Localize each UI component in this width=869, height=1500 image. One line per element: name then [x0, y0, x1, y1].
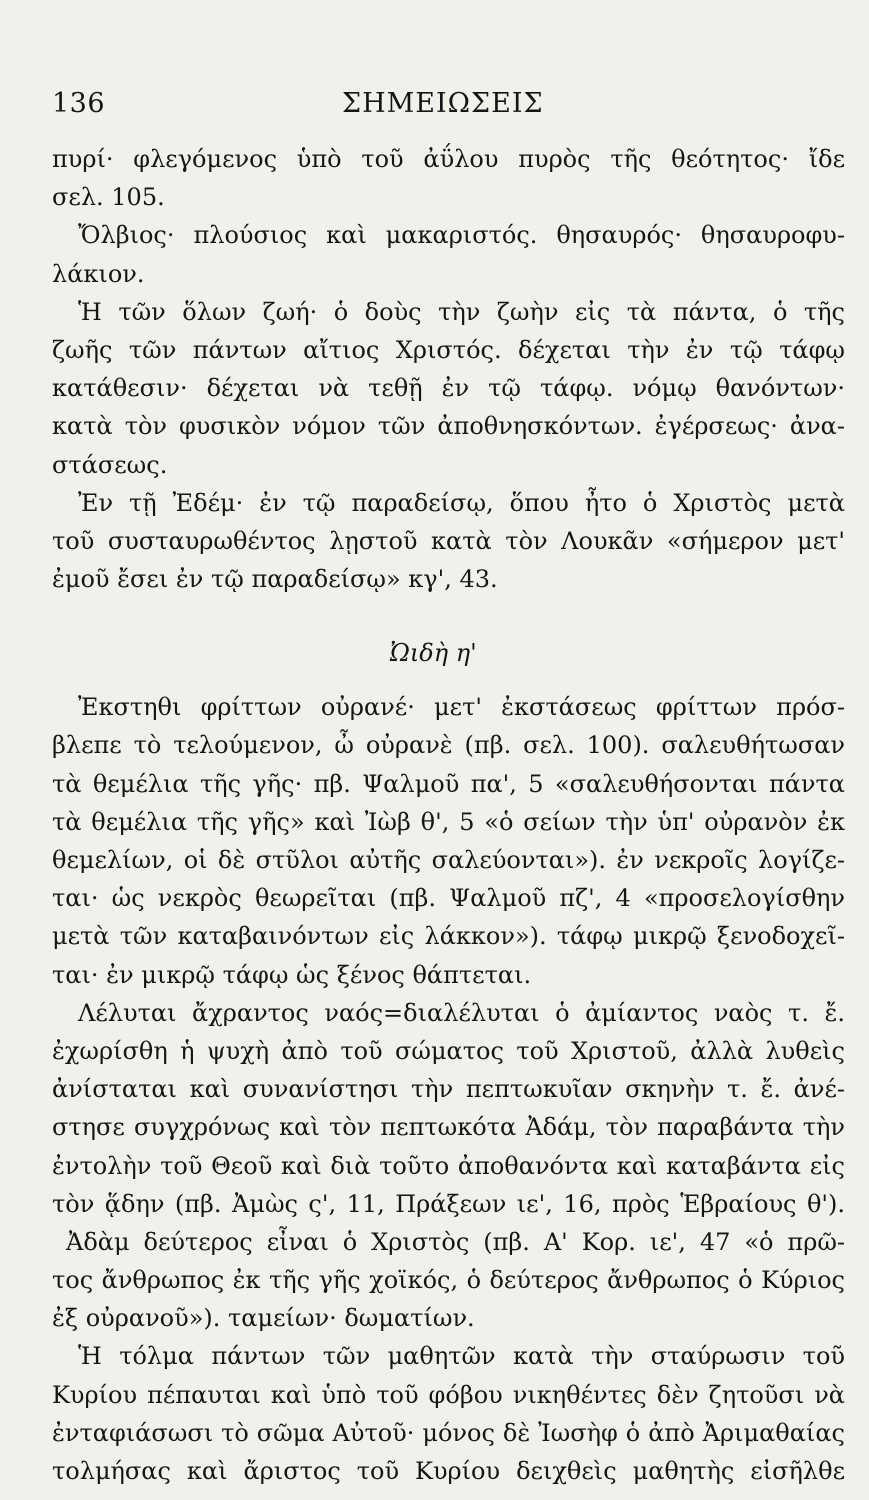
- text-line: Κυρίου πέπαυται καὶ ὑπὸ τοῦ φόβου νικηθέντες δὲν ζητοῦσι νὰ: [52, 1380, 845, 1409]
- text-line: ται· ἐν μικρῷ τάφῳ ὡς ξένος θάπτεται.: [52, 960, 532, 989]
- ode-heading: Ὠιδὴ η': [390, 639, 477, 668]
- text-line: λάκιον.: [52, 259, 145, 288]
- text-line: Ἀδὰμ δεύτερος εἶναι ὁ Χριστὸς (πβ. Α' Κορ. ιε', 47 «ὁ πρῶ-: [66, 1227, 845, 1256]
- text-line: Λέλυται ἄχραντος ναός=διαλέλυται ὁ ἀμίαντος ναὸς τ. ἔ.: [78, 998, 845, 1027]
- text-line: ἐνταφιάσωσι τὸ σῶμα Αὐτοῦ· μόνος δὲ Ἰωσὴφ ὁ ἀπὸ Ἀριμαθαίας: [52, 1418, 845, 1447]
- text-line: Ἐκστηθι φρίττων οὐρανέ· μετ' ἐκστάσεως φρίττων πρόσ-: [78, 693, 845, 722]
- text-line: τοῦ συσταυρωθέντος λῃστοῦ κατὰ τὸν Λουκᾶν «σήμερον μετ': [52, 526, 845, 555]
- text-line: μετὰ τῶν καταβαινόντων εἰς λάκκον»). τάφῳ μικρῷ ξενοδοχεῖ-: [52, 922, 845, 951]
- text-line: Ἐν τῇ Ἐδέμ· ἐν τῷ παραδείσῳ, ὅπου ἦτο ὁ Χριστὸς μετὰ: [78, 488, 845, 517]
- text-line: κατὰ τὸν φυσικὸν νόμον τῶν ἀποθνησκόντων. ἐγέρσεως· ἀνα-: [52, 412, 845, 441]
- text-line: Ἡ τόλμα πάντων τῶν μαθητῶν κατὰ τὴν σταύρωσιν τοῦ: [78, 1342, 845, 1371]
- text-line: ἀνίσταται καὶ συνανίστησι τὴν πεπτωκυῖαν σκηνὴν τ. ἔ. ἀνέ-: [52, 1075, 845, 1104]
- section-gap: [52, 598, 845, 634]
- text-line: βλεπε τὸ τελούμενον, ὦ οὐρανὲ (πβ. σελ. 100). σαλευθήτωσαν: [52, 731, 845, 760]
- text-line: θεμελίων, οἱ δὲ στῦλοι αὐτῆς σαλεύονται»). ἐν νεκροῖς λογίζε-: [52, 846, 845, 874]
- text-line: ται· ὡς νεκρὸς θεωρεῖται (πβ. Ψαλμοῦ πζ', 4 «προσελογίσθην: [52, 884, 845, 913]
- text-line: τὰ θεμέλια τῆς γῆς» καὶ Ἰὼβ θ', 5 «ὁ σείων τὴν ὑπ' οὐρανὸν ἐκ: [52, 807, 845, 836]
- text-line: ζωῆς τῶν πάντων αἴτιος Χριστός. δέχεται τὴν ἐν τῷ τάφῳ: [52, 335, 845, 364]
- text-line: τος ἄνθρωπος ἐκ τῆς γῆς χοϊκός, ὁ δεύτερος ἄνθρωπος ὁ Κύριος: [52, 1266, 845, 1295]
- text-line: στάσεως.: [52, 450, 168, 479]
- page-number: 136: [52, 88, 106, 119]
- page-header: [52, 82, 845, 126]
- page-body: [52, 140, 845, 1490]
- text-line: πυρί· φλεγόμενος ὑπὸ τοῦ ἀΰλου πυρὸς τῆς θεότητος· ἴδε: [52, 145, 845, 173]
- text-line: σελ. 105.: [52, 183, 165, 212]
- running-head: ΣΗΜΕΙΩΣΕΙΣ: [342, 88, 544, 119]
- text-line: τὸν ᾅδην (πβ. Ἀμὼς ς', 11, Πράξεων ιε', 16, πρὸς Ἑβραίους θ').: [52, 1189, 845, 1218]
- text-line: Ἡ τῶν ὅλων ζωή· ὁ δοὺς τὴν ζωὴν εἰς τὰ πάντα, ὁ τῆς: [78, 297, 845, 326]
- text-line: ἐχωρίσθη ἡ ψυχὴ ἀπὸ τοῦ σώματος τοῦ Χριστοῦ, ἀλλὰ λυθεὶς: [52, 1036, 845, 1065]
- text-line: ἐξ οὐρανοῦ»). ταμείων· δωματίων.: [52, 1304, 475, 1333]
- text-line: στησε συγχρόνως καὶ τὸν πεπτωκότα Ἀδάμ, τὸν παραβάντα τὴν: [52, 1113, 845, 1142]
- text-line: τὰ θεμέλια τῆς γῆς· πβ. Ψαλμοῦ πα', 5 «σαλευθήσονται πάντα: [52, 769, 845, 798]
- text-line: τολμήσας καὶ ἄριστος τοῦ Κυρίου δειχθεὶς μαθητὴς εἰσῆλθε: [52, 1457, 845, 1485]
- text-line: ἐμοῦ ἔσει ἐν τῷ παραδείσῳ» κγ', 43.: [52, 565, 498, 594]
- text-line: κατάθεσιν· δέχεται νὰ τεθῇ ἐν τῷ τάφῳ. νόμῳ θανόντων·: [52, 374, 845, 403]
- text-line: Ὄλβιος· πλούσιος καὶ μακαριστός. θησαυρός· θησαυροφυ-: [78, 221, 845, 250]
- text-line: ἐντολὴν τοῦ Θεοῦ καὶ διὰ τοῦτο ἀποθανόντα καὶ καταβάντα εἰς: [52, 1151, 845, 1180]
